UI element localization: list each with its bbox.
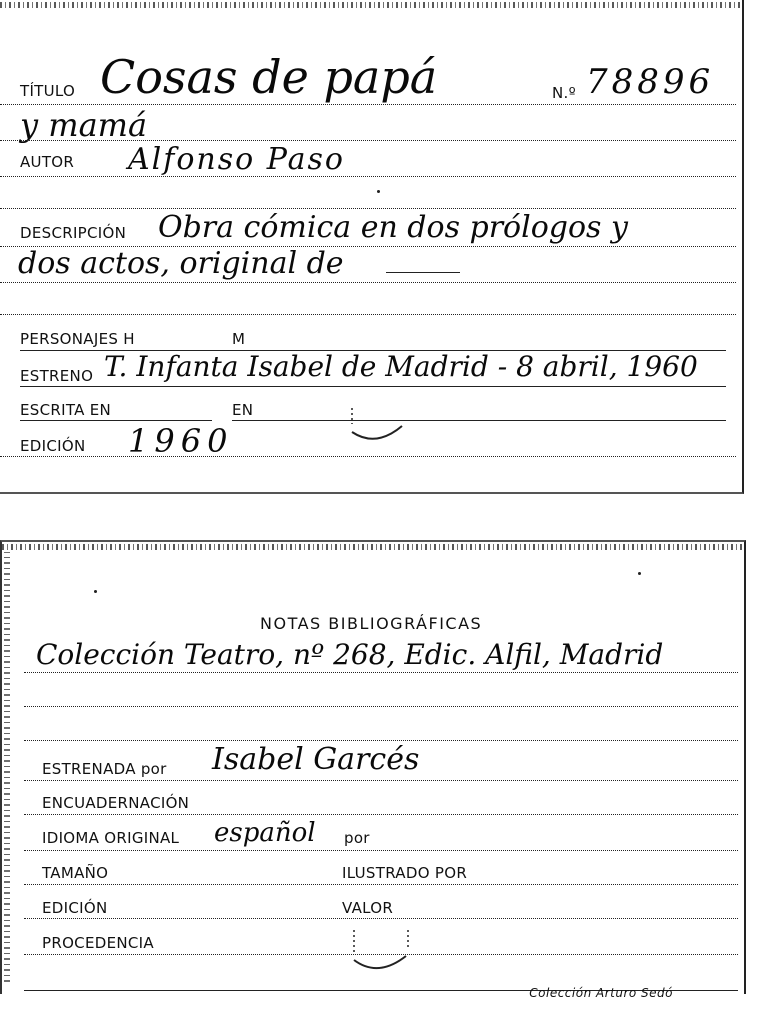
card-edge-noise [0, 2, 742, 8]
tamano-label: TAMAÑO [42, 864, 109, 882]
estreno-value: T. Infanta Isabel de Madrid - 8 abril, 1960 [104, 350, 698, 383]
blank-line-2 [0, 314, 736, 315]
por-label: por [344, 829, 370, 847]
titulo-line [0, 104, 736, 105]
descripcion-line-2 [0, 282, 736, 283]
idioma-value: español [214, 818, 316, 848]
titulo-label: TÍTULO [20, 82, 76, 100]
idioma-label: IDIOMA ORIGINAL [42, 829, 180, 847]
escrita-en-label: ESCRITA EN [20, 401, 112, 419]
notas-line-1 [24, 672, 738, 673]
titulo-line-2 [0, 140, 736, 141]
descripcion-label: DESCRIPCIÓN [20, 224, 127, 242]
numero-label: N.º [552, 84, 576, 102]
notas-heading: NOTAS BIBLIOGRÁFICAS [260, 614, 483, 633]
autor-label: AUTOR [20, 153, 75, 171]
estrenada-value: Isabel Garcés [212, 742, 420, 777]
estrenada-label: ESTRENADA por [42, 760, 167, 778]
autor-value: Alfonso Paso [128, 142, 345, 177]
edicion2-line [24, 918, 738, 919]
encuadernacion-label: ENCUADERNACIÓN [42, 794, 190, 812]
estreno-line [20, 386, 726, 387]
descripcion-value-line1: Obra cómica en dos prólogos y [158, 210, 628, 245]
en-label: EN [232, 401, 254, 419]
en-line [232, 420, 726, 421]
notas-line-2 [24, 706, 738, 707]
descripcion-value-line2: dos actos, original de [18, 246, 344, 281]
valor-label: VALOR [342, 899, 394, 917]
ilustrado-label: ILUSTRADO POR [342, 864, 468, 882]
edicion-line [0, 456, 736, 457]
notas-line-3 [24, 740, 738, 741]
punch-hole-mark [346, 404, 410, 446]
blank-line-1 [0, 208, 736, 209]
numero-value: 78896 [586, 62, 715, 102]
titulo-value-line1: Cosas de papá [100, 50, 438, 104]
encuadernacion-line [24, 814, 738, 815]
idioma-line [24, 850, 738, 851]
ink-speck [94, 590, 97, 593]
personajes-m-label: M [232, 330, 246, 348]
ink-speck [377, 190, 380, 193]
personajes-label: PERSONAJES H [20, 330, 135, 348]
notas-value: Colección Teatro, nº 268, Edic. Alfil, Madrid [36, 638, 664, 671]
estrenada-line [24, 780, 738, 781]
autor-line [0, 176, 736, 177]
ink-speck [638, 572, 641, 575]
card-side-noise [4, 552, 10, 982]
edicion-value: 1960 [128, 422, 234, 460]
catalog-card-bottom [0, 540, 746, 994]
card-edge-noise [2, 544, 744, 550]
estreno-label: ESTRENO [20, 367, 94, 385]
punch-hole-mark [346, 926, 416, 976]
edicion-label: EDICIÓN [20, 437, 86, 455]
escrita-en-line [20, 420, 212, 421]
titulo-value-line2: y mamá [20, 106, 148, 144]
blank-dash [386, 272, 460, 273]
edicion2-label: EDICIÓN [42, 899, 108, 917]
catalog-card-top [0, 0, 744, 494]
tamano-line [24, 884, 738, 885]
collection-footer: Colección Arturo Sedó [529, 986, 673, 1000]
procedencia-label: PROCEDENCIA [42, 934, 154, 952]
